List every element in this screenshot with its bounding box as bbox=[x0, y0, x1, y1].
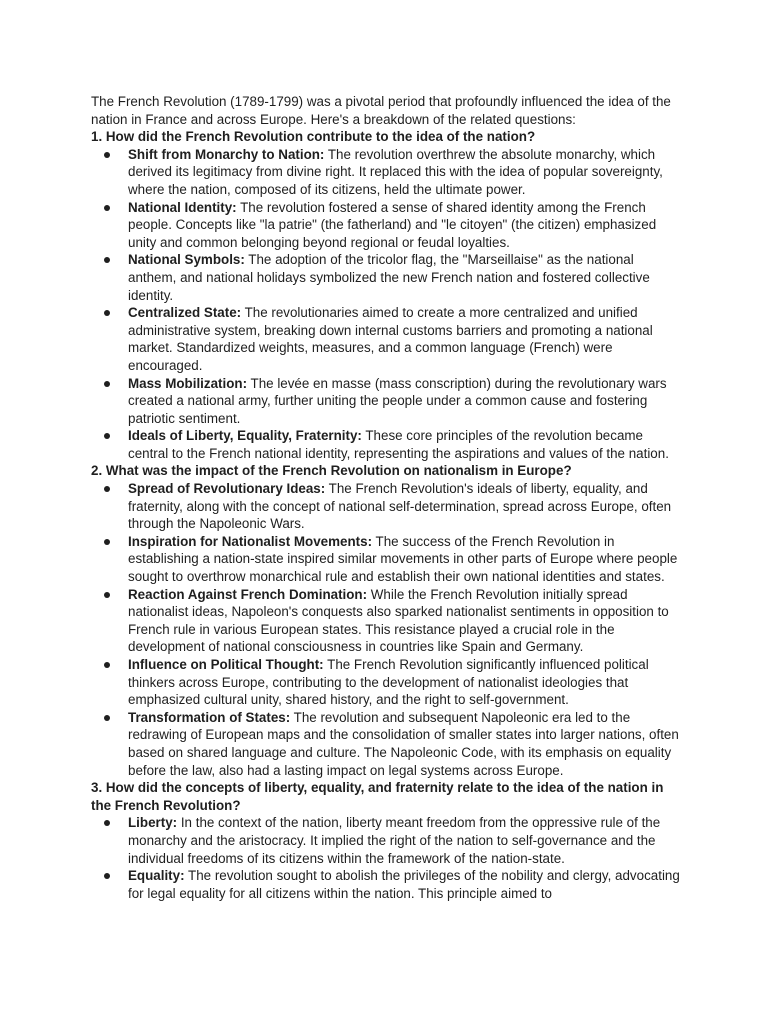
bullet-list bbox=[91, 480, 683, 779]
item-term: Reaction Against French Domination: bbox=[128, 586, 368, 602]
bullet-icon bbox=[104, 486, 110, 492]
bullet-icon bbox=[104, 433, 110, 439]
item-text: These core principles of the revolution became central to the French national identity, representing the aspirations and values of the nation. bbox=[128, 428, 669, 461]
list-item bbox=[91, 656, 683, 709]
item-text: The levée en masse (mass conscription) during the revolutionary wars created a national army, further uniting the people under a common cause and fostering patriotic sentiment. bbox=[128, 375, 667, 426]
list-item bbox=[91, 867, 683, 902]
bullet-icon bbox=[104, 152, 110, 158]
bullet-icon bbox=[104, 592, 110, 598]
list-item bbox=[91, 427, 683, 462]
bullet-icon bbox=[104, 205, 110, 211]
item-text: The adoption of the tricolor flag, the "Marseillaise" as the national anthem, and national holidays symbolized the new French nation and fostered collective identity. bbox=[128, 252, 650, 303]
bullet-icon bbox=[104, 715, 110, 721]
document-body bbox=[91, 93, 683, 902]
item-text: In the context of the nation, liberty meant freedom from the oppressive rule of the monarchy and the aristocracy. It implied the right of the nation to self-governance and the individual freedoms of its citizens within the framework of the nation-state. bbox=[128, 815, 661, 866]
bullet-icon bbox=[104, 539, 110, 545]
list-item bbox=[91, 304, 683, 374]
bullet-icon bbox=[104, 257, 110, 263]
item-term: Liberty: bbox=[128, 815, 178, 831]
bullet-icon bbox=[104, 662, 110, 668]
item-term: National Identity: bbox=[128, 199, 237, 215]
list-item bbox=[91, 709, 683, 779]
section-heading: 2. What was the impact of the French Revolution on nationalism in Europe? bbox=[91, 463, 572, 479]
bullet-icon bbox=[104, 310, 110, 316]
item-term: Mass Mobilization: bbox=[128, 375, 248, 391]
item-text: The revolution overthrew the absolute monarchy, which derived its legitimacy from divine right. It replaced this with the idea of popular sovereignty, where the nation, composed of its citizens, held the ultimate power. bbox=[128, 146, 663, 197]
item-term: Influence on Political Thought: bbox=[128, 657, 324, 672]
list-item bbox=[91, 251, 683, 304]
item-term: National Symbols: bbox=[128, 252, 245, 268]
item-text: The French Revolution's ideals of liberty, equality, and fraternity, along with the concept of national self-determination, spread across Europe, often through the Napoleonic Wars. bbox=[128, 481, 672, 532]
bullet-list bbox=[91, 146, 683, 463]
section-heading: 3. How did the concepts of liberty, equality, and fraternity relate to the idea of the nation in the French Revolution? bbox=[91, 780, 664, 813]
bullet-icon bbox=[104, 873, 110, 879]
item-term: Inspiration for Nationalist Movements: bbox=[128, 533, 373, 549]
item-text: The revolution fostered a sense of shared identity among the French people. Concepts like "la patrie" (the fatherland) and "le citoyen" (the citizen) emphasized unity and common belonging beyond regional or feudal loyalties. bbox=[128, 199, 657, 250]
list-item bbox=[91, 533, 683, 586]
bullet-icon bbox=[104, 381, 110, 387]
item-term: Transformation of States: bbox=[128, 709, 291, 725]
list-item bbox=[91, 199, 683, 252]
section-heading: 1. How did the French Revolution contribute to the idea of the nation? bbox=[91, 129, 536, 145]
list-item bbox=[91, 375, 683, 428]
item-term: Ideals of Liberty, Equality, Fraternity: bbox=[128, 428, 362, 444]
item-term: Spread of Revolutionary Ideas: bbox=[128, 481, 326, 497]
bullet-list bbox=[91, 814, 683, 902]
item-text: The French Revolution significantly influenced political thinkers across Europe, contributing to the development of nationalist ideologies that emphasized cultural unity, shared history, and the right to self-government. bbox=[128, 657, 649, 708]
item-text: The revolutionaries aimed to create a more centralized and unified administrative system, breaking down internal customs barriers and promoting a national market. Standardized weights, measures, and a common language (French) were encouraged. bbox=[128, 305, 653, 373]
item-text: The revolution sought to abolish the privileges of the nobility and clergy, advocating for legal equality for all citizens within the nation. This principle aimed to bbox=[128, 868, 680, 901]
item-term: Equality: bbox=[128, 868, 185, 884]
intro-paragraph: The French Revolution (1789-1799) was a pivotal period that profoundly influenced the idea of the nation in France and across Europe. Here's a breakdown of the related questions: bbox=[91, 94, 671, 127]
list-item bbox=[91, 480, 683, 533]
list-item bbox=[91, 814, 683, 867]
bullet-icon bbox=[104, 820, 110, 826]
item-term: Shift from Monarchy to Nation: bbox=[128, 146, 325, 162]
item-text: While the French Revolution initially spread nationalist ideas, Napoleon's conquests also sparked nationalist sentiments in opposition to French rule in various European states. This resistance played a crucial role in the development of national consciousness in countries like Spain and Germany. bbox=[128, 586, 669, 655]
item-text: The success of the French Revolution in establishing a nation-state inspired similar movements in other parts of Europe where people sought to overthrow monarchical rule and establish their own national identities and states. bbox=[128, 533, 678, 585]
item-text: The revolution and subsequent Napoleonic era led to the redrawing of European maps and the consolidation of smaller states into larger nations, often based on shared language and culture. The Napoleonic Code, with its emphasis on equality before the law, also had a lasting impact on legal systems across Europe. bbox=[128, 709, 679, 778]
item-term: Centralized State: bbox=[128, 305, 242, 321]
list-item bbox=[91, 146, 683, 199]
list-item bbox=[91, 586, 683, 656]
